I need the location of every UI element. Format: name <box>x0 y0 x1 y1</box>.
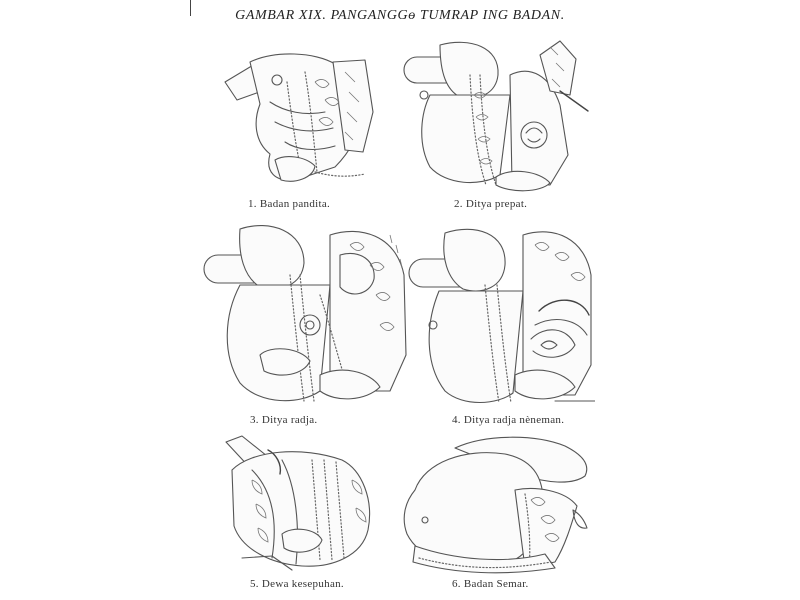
wayang-torso-ditya-prepat-illustration <box>400 35 590 195</box>
wayang-torso-dewa-kesepuhan-illustration <box>212 430 392 575</box>
wayang-torso-pandita-illustration <box>215 42 385 192</box>
figure-caption: 6. Badan Semar. <box>452 578 529 590</box>
wayang-torso-ditya-radja-neneman-illustration <box>405 215 595 410</box>
figure-caption: 2. Ditya prepat. <box>454 198 528 210</box>
figure-badan-pandita <box>215 42 385 192</box>
figure-ditya-prepat <box>400 35 590 195</box>
figure-caption: 4. Ditya radja nèneman. <box>452 414 565 426</box>
wayang-torso-semar-illustration <box>395 430 595 575</box>
figure-caption: 5. Dewa kesepuhan. <box>250 578 344 590</box>
figure-ditya-radja <box>200 215 410 410</box>
figure-caption: 3. Ditya radja. <box>250 414 318 426</box>
figure-badan-semar <box>395 430 595 575</box>
page-title: GAMBAR XIX. PANGANGGɵ TUMRAP ING BADAN. <box>235 8 565 23</box>
figure-caption: 1. Badan pandita. <box>248 198 331 210</box>
figure-ditya-radja-neneman <box>405 215 595 410</box>
figure-dewa-kesepuhan <box>212 430 392 575</box>
wayang-torso-ditya-radja-illustration <box>200 215 410 410</box>
